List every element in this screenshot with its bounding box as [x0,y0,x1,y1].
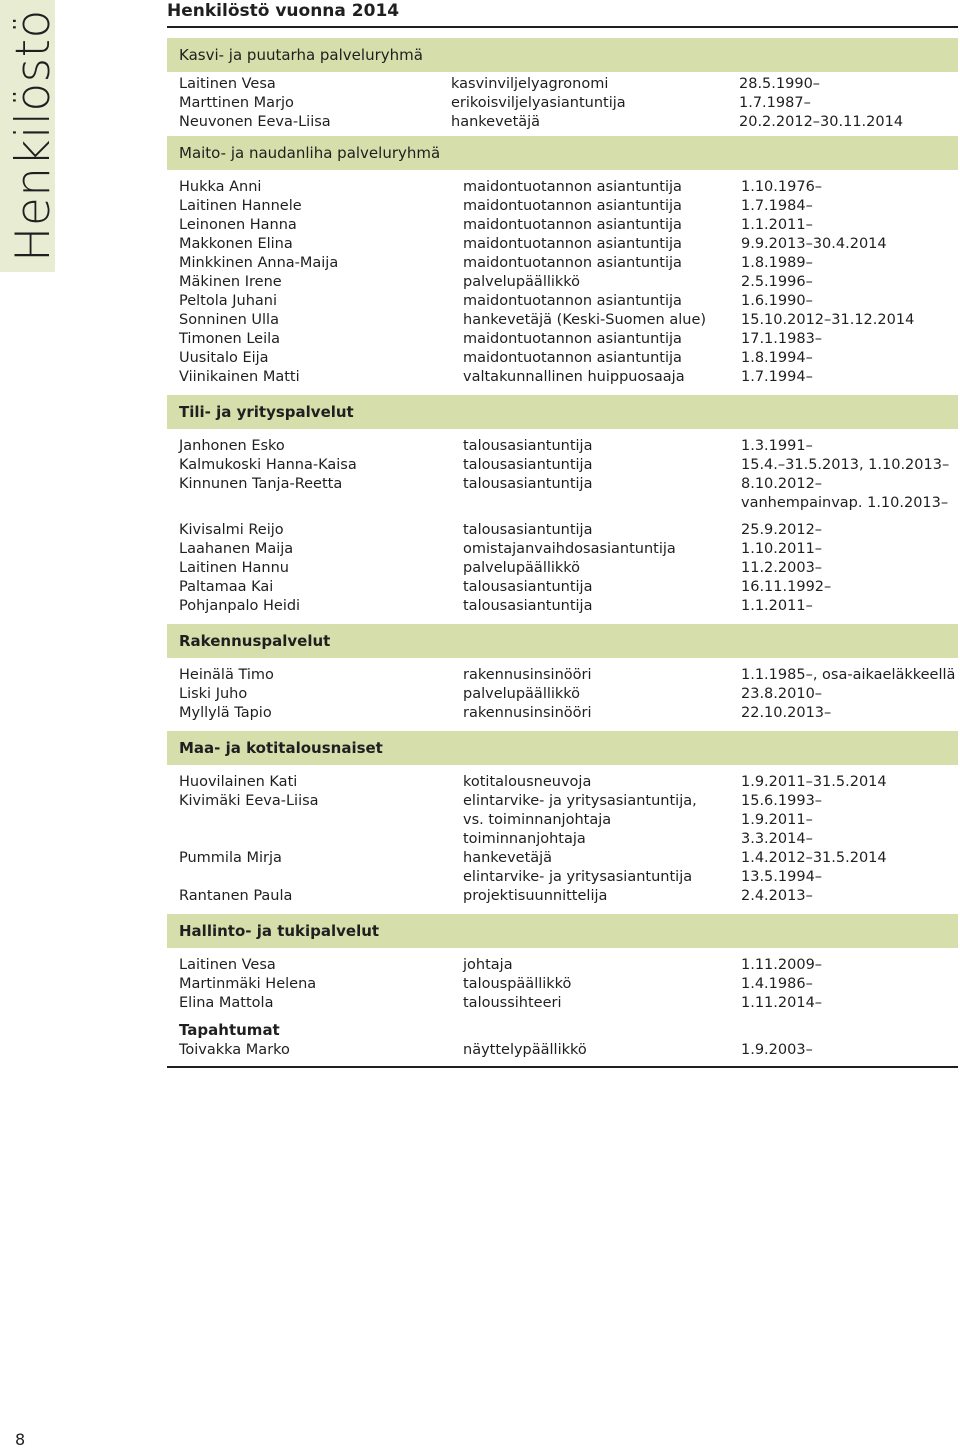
staff-dates: 1.3.1991– [741,438,813,454]
staff-role: talousasiantuntija [463,438,593,454]
staff-row [167,178,958,197]
staff-row [167,456,958,475]
staff-row [167,521,958,540]
staff-role: hankevetäjä [463,850,553,866]
section-tapahtumat [167,1017,958,1068]
side-tab [0,0,61,272]
staff-row [167,311,958,330]
staff-row-continued [167,494,958,521]
staff-row [167,254,958,273]
staff-name: Heinälä Timo [179,667,274,683]
staff-role: elintarvike- ja yritysasiantuntija [463,869,693,885]
staff-row [167,540,958,559]
title-divider [167,26,958,28]
staff-dates: vanhempainvap. 1.10.2013– [741,495,949,511]
staff-role: palvelupäällikkö [463,560,581,576]
staff-row [167,197,958,216]
page-number: 8 [15,1430,26,1449]
staff-role: hankevetäjä [451,114,541,130]
staff-dates: 1.9.2011– [741,812,813,828]
staff-name: Laitinen Vesa [179,957,276,973]
staff-role: maidontuotannon asiantuntija [463,293,682,309]
staff-role: palvelupäällikkö [463,274,581,290]
staff-role: maidontuotannon asiantuntija [463,198,682,214]
staff-dates: 2.5.1996– [741,274,813,290]
section-kasvi [167,38,958,136]
staff-dates: 1.6.1990– [741,293,813,309]
staff-role: projektisuunnittelija [463,888,608,904]
section-rakennus [167,624,958,731]
staff-role: rakennusinsinööri [463,667,592,683]
staff-dates: 2.4.2013– [741,888,813,904]
staff-dates: 1.1.2011– [741,217,813,233]
staff-dates: 1.9.2011–31.5.2014 [741,774,887,790]
staff-name: Martinmäki Helena [179,976,317,992]
staff-row [167,956,958,975]
staff-name: Leinonen Hanna [179,217,297,233]
staff-role: rakennusinsinööri [463,705,592,721]
staff-name: Kinnunen Tanja-Reetta [179,476,343,492]
staff-row-continued [167,868,958,887]
staff-name: Pohjanpalo Heidi [179,598,301,614]
staff-name: Elina Mattola [179,995,274,1011]
staff-list [167,38,958,1068]
staff-dates: 11.2.2003– [741,560,823,576]
staff-dates: 20.2.2012–30.11.2014 [739,114,904,130]
staff-role: talousasiantuntija [463,522,593,538]
staff-role: vs. toiminnanjohtaja [463,812,612,828]
section-heading: Tapahtumat [179,1021,280,1039]
section-hallinto [167,914,958,1017]
staff-name: Minkkinen Anna-Maija [179,255,339,271]
staff-role: talousasiantuntija [463,598,593,614]
staff-name: Kalmukoski Hanna-Kaisa [179,457,357,473]
staff-name: Timonen Leila [179,331,281,347]
staff-dates: 1.4.1986– [741,976,813,992]
staff-row [167,94,958,113]
staff-role: talousasiantuntija [463,579,593,595]
staff-name: Rantanen Paula [179,888,293,904]
staff-row [167,975,958,994]
section-heading: Maito- ja naudanliha palveluryhmä [167,136,958,170]
staff-role: johtaja [463,957,513,973]
staff-dates: 1.8.1994– [741,350,813,366]
staff-dates: 1.7.1984– [741,198,813,214]
staff-dates: 3.3.2014– [741,831,813,847]
staff-dates: 17.1.1983– [741,331,823,347]
staff-row [167,994,958,1013]
staff-name: Uusitalo Eija [179,350,269,366]
staff-name: Laahanen Maija [179,541,294,557]
staff-dates: 25.9.2012– [741,522,823,538]
staff-role: maidontuotannon asiantuntija [463,350,682,366]
staff-name: Huovilainen Kati [179,774,298,790]
staff-name: Hukka Anni [179,179,262,195]
section-heading: Rakennuspalvelut [167,624,958,658]
staff-role: hankevetäjä (Keski-Suomen alue) [463,312,707,328]
section-maito [167,136,958,395]
staff-name: Janhonen Esko [179,438,285,454]
staff-role: elintarvike- ja yritysasiantuntija, [463,793,697,809]
staff-role: kotitalousneuvoja [463,774,592,790]
section-tili [167,395,958,624]
staff-row [167,475,958,494]
staff-role: valtakunnallinen huippuosaaja [463,369,685,385]
staff-row [167,887,958,906]
staff-row [167,368,958,387]
staff-dates: 1.10.2011– [741,541,823,557]
staff-role: näyttelypäällikkö [463,1042,587,1058]
side-label: Henkilöstö [6,9,61,262]
staff-name: Kivimäki Eeva-Liisa [179,793,319,809]
bottom-divider [167,1066,958,1068]
staff-row [167,349,958,368]
staff-row [167,666,958,685]
staff-name: Myllylä Tapio [179,705,272,721]
staff-role: maidontuotannon asiantuntija [463,255,682,271]
staff-role: toiminnanjohtaja [463,831,586,847]
staff-role: taloussihteeri [463,995,562,1011]
staff-name: Makkonen Elina [179,236,293,252]
staff-name: Liski Juho [179,686,248,702]
staff-name: Laitinen Hannele [179,198,302,214]
staff-dates: 1.4.2012–31.5.2014 [741,850,887,866]
staff-dates: 15.6.1993– [741,793,823,809]
staff-name: Peltola Juhani [179,293,278,309]
staff-name: Kivisalmi Reijo [179,522,284,538]
staff-row [167,685,958,704]
staff-role: talouspäällikkö [463,976,572,992]
staff-role: erikoisviljelyasiantuntija [451,95,626,111]
staff-row-continued [167,811,958,830]
staff-row [167,292,958,311]
staff-name: Toivakka Marko [179,1042,290,1058]
staff-row [167,235,958,254]
staff-name: Laitinen Hannu [179,560,289,576]
staff-row [167,437,958,456]
staff-row [167,216,958,235]
section-heading: Tili- ja yrityspalvelut [167,395,958,429]
staff-row [167,559,958,578]
staff-row [167,597,958,616]
section-heading: Maa- ja kotitalousnaiset [167,731,958,765]
staff-dates: 1.11.2009– [741,957,823,973]
staff-name: Mäkinen Irene [179,274,282,290]
staff-name: Pummila Mirja [179,850,282,866]
staff-dates: 1.10.1976– [741,179,823,195]
staff-row [167,1041,958,1060]
staff-name: Viinikainen Matti [179,369,300,385]
staff-name: Neuvonen Eeva-Liisa [179,114,331,130]
staff-dates: 1.7.1987– [739,95,811,111]
staff-dates: 1.7.1994– [741,369,813,385]
staff-name: Laitinen Vesa [179,76,276,92]
staff-row [167,113,958,132]
staff-row [167,849,958,868]
staff-dates: 1.9.2003– [741,1042,813,1058]
staff-dates: 1.1.1985–, osa-aikaeläkkeellä [741,667,956,683]
staff-dates: 1.1.2011– [741,598,813,614]
staff-row [167,273,958,292]
section-maa-ja-kotitalous [167,731,958,914]
staff-role: maidontuotannon asiantuntija [463,331,682,347]
staff-name: Marttinen Marjo [179,95,294,111]
staff-dates: 28.5.1990– [739,76,821,92]
staff-row [167,792,958,811]
staff-dates: 8.10.2012– [741,476,823,492]
staff-row [167,75,958,94]
staff-role: kasvinviljelyagronomi [451,76,609,92]
staff-dates: 13.5.1994– [741,869,823,885]
staff-role: omistajanvaihdosasiantuntija [463,541,676,557]
staff-name: Sonninen Ulla [179,312,279,328]
staff-role: maidontuotannon asiantuntija [463,217,682,233]
staff-dates: 15.10.2012–31.12.2014 [741,312,915,328]
page-title: Henkilöstö vuonna 2014 [167,1,400,21]
staff-dates: 9.9.2013–30.4.2014 [741,236,887,252]
staff-role: talousasiantuntija [463,476,593,492]
staff-role: palvelupäällikkö [463,686,581,702]
section-heading: Kasvi- ja puutarha palveluryhmä [167,38,958,72]
staff-dates: 1.11.2014– [741,995,823,1011]
staff-name: Paltamaa Kai [179,579,274,595]
staff-row-continued [167,830,958,849]
staff-dates: 1.8.1989– [741,255,813,271]
staff-dates: 22.10.2013– [741,705,832,721]
staff-dates: 23.8.2010– [741,686,823,702]
staff-role: maidontuotannon asiantuntija [463,236,682,252]
staff-row [167,704,958,723]
staff-row [167,578,958,597]
staff-dates: 16.11.1992– [741,579,832,595]
section-heading: Hallinto- ja tukipalvelut [167,914,958,948]
staff-role: maidontuotannon asiantuntija [463,179,682,195]
staff-row [167,773,958,792]
staff-row [167,330,958,349]
staff-role: talousasiantuntija [463,457,593,473]
staff-dates: 15.4.–31.5.2013, 1.10.2013– [741,457,950,473]
